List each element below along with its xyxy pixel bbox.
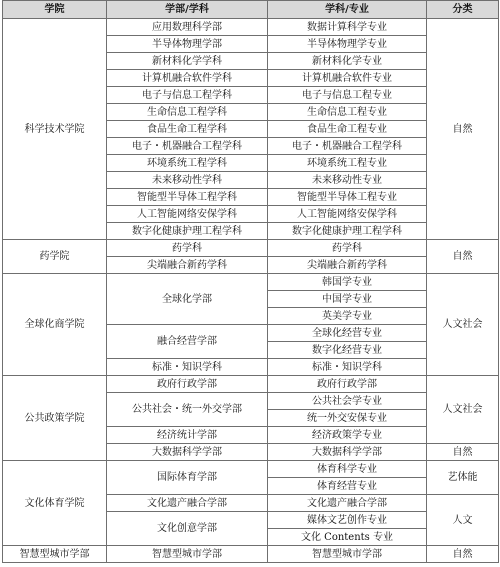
department-cell: 公共社会・统一外交学部: [107, 393, 268, 427]
major-cell: 食品生命工程专业: [268, 121, 427, 138]
table-row: [3, 546, 499, 563]
header-department: 学部/学科: [107, 1, 268, 19]
table-row: [3, 376, 499, 393]
header-major: 学科/专业: [268, 1, 427, 19]
major-cell: 体育科学专业: [268, 461, 427, 478]
major-cell: 未来移动性专业: [268, 172, 427, 189]
category-cell: 艺体能: [427, 461, 499, 495]
major-cell: 统一外交安保专业: [268, 410, 427, 427]
department-cell: 食品生命工程学科: [107, 121, 268, 138]
major-cell: 文化 Contents 专业: [268, 529, 427, 546]
department-cell: 半导体物理学部: [107, 36, 268, 53]
college-cell: 公共政策学院: [3, 376, 107, 461]
department-cell: 政府行政学部: [107, 376, 268, 393]
category-cell: 人文社会: [427, 376, 499, 444]
major-cell: 数据计算科学专业: [268, 19, 427, 36]
major-cell: 数字化健康护理工程学科: [268, 223, 427, 240]
category-cell: 自然: [427, 444, 499, 461]
major-cell: 电子与信息工程专业: [268, 87, 427, 104]
major-cell: 英美学专业: [268, 308, 427, 325]
college-cell: 药学院: [3, 240, 107, 274]
department-cell: 电子・机器融合工程学科: [107, 138, 268, 155]
header-college: 学院: [3, 1, 107, 19]
major-cell: 媒体文艺创作专业: [268, 512, 427, 529]
table-row: [3, 274, 499, 291]
major-cell: 尖端融合新药学科: [268, 257, 427, 274]
major-cell: 标准・知识学科: [268, 359, 427, 376]
department-cell: 文化遗产融合学部: [107, 495, 268, 512]
category-cell: 自然: [427, 546, 499, 563]
major-cell: 中国学专业: [268, 291, 427, 308]
department-cell: 尖端融合新药学科: [107, 257, 268, 274]
major-cell: 环境系统工程专业: [268, 155, 427, 172]
department-cell: 数字化健康护理工程学科: [107, 223, 268, 240]
major-cell: 计算机融合软件专业: [268, 70, 427, 87]
major-cell: 经济政策学专业: [268, 427, 427, 444]
major-cell: 全球化经营专业: [268, 325, 427, 342]
major-cell: 体育经营专业: [268, 478, 427, 495]
department-cell: 经济统计学部: [107, 427, 268, 444]
department-cell: 新材料化学学科: [107, 53, 268, 70]
table-row: [3, 240, 499, 257]
major-cell: 大数据科学学部: [268, 444, 427, 461]
college-cell: 科学技术学院: [3, 19, 107, 240]
major-cell: 公共社会学专业: [268, 393, 427, 410]
college-cell: 文化体育学院: [3, 461, 107, 546]
department-cell: 环境系统工程学科: [107, 155, 268, 172]
major-cell: 电子・机器融合工程学科: [268, 138, 427, 155]
department-cell: 智慧型城市学部: [107, 546, 268, 563]
major-cell: 药学科: [268, 240, 427, 257]
department-cell: 药学科: [107, 240, 268, 257]
department-cell: 智能型半导体工程学科: [107, 189, 268, 206]
major-cell: 人工智能网络安保学科: [268, 206, 427, 223]
major-cell: 生命信息工程专业: [268, 104, 427, 121]
college-cell: 智慧型城市学部: [3, 546, 107, 563]
category-cell: 人文: [427, 495, 499, 546]
table-header-row: [3, 1, 499, 19]
college-cell: 全球化商学院: [3, 274, 107, 376]
category-cell: 自然: [427, 19, 499, 240]
department-cell: 全球化学部: [107, 274, 268, 325]
department-cell: 大数据科学学部: [107, 444, 268, 461]
department-cell: 计算机融合软件学科: [107, 70, 268, 87]
major-cell: 韩国学专业: [268, 274, 427, 291]
major-cell: 数字化经营专业: [268, 342, 427, 359]
major-cell: 智能型半导体工程专业: [268, 189, 427, 206]
department-cell: 电子与信息工程学科: [107, 87, 268, 104]
major-cell: 新材料化学专业: [268, 53, 427, 70]
department-cell: 融合经营学部: [107, 325, 268, 359]
major-cell: 智慧型城市学部: [268, 546, 427, 563]
department-cell: 文化创意学部: [107, 512, 268, 546]
department-cell: 标准・知识学科: [107, 359, 268, 376]
department-cell: 生命信息工程学科: [107, 104, 268, 121]
department-cell: 国际体育学部: [107, 461, 268, 495]
department-cell: 人工智能网络安保学科: [107, 206, 268, 223]
major-cell: 政府行政学部: [268, 376, 427, 393]
department-cell: 应用数理科学部: [107, 19, 268, 36]
major-cell: 半导体物理学专业: [268, 36, 427, 53]
department-table: [2, 0, 499, 563]
department-cell: 未来移动性学科: [107, 172, 268, 189]
major-cell: 文化遗产融合学部: [268, 495, 427, 512]
category-cell: 人文社会: [427, 274, 499, 376]
table-row: [3, 461, 499, 478]
header-category: 分类: [427, 1, 499, 19]
table-row: [3, 19, 499, 36]
category-cell: 自然: [427, 240, 499, 274]
